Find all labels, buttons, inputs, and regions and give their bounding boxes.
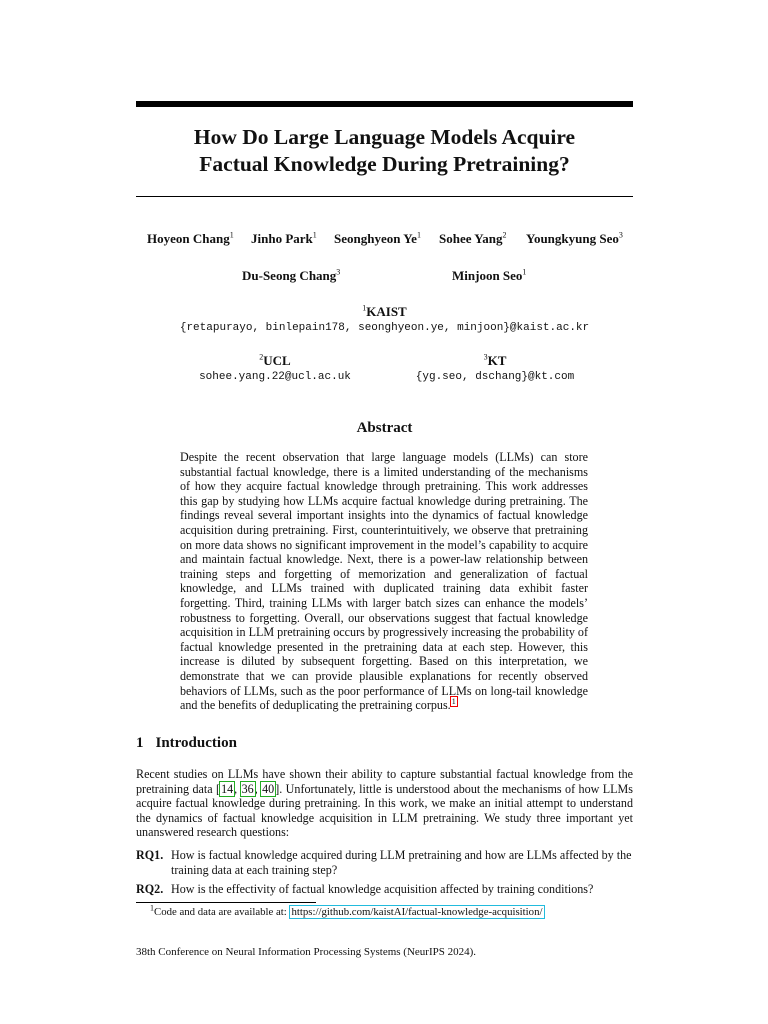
citation-link[interactable]: 40: [262, 781, 275, 796]
footnote-rule: [136, 902, 316, 903]
affiliation-kt: $^3$KT {yg.seo, dschang}@kt.com: [390, 353, 600, 383]
intro-paragraph: Recent studies on LLMs have shown their ability to capture substantial factual knowledge from the pretraining data [14, 36, 40]. Unfortunately, little is understood about the mechanisms of how LLMs acquire factual knowledge during pretraining. In this work, we make an initial attempt to understand the dynamics of factual knowledge acquisition in LLM pretraining. We study three important yet unanswered research questions:: [136, 767, 634, 840]
email-ucl: sohee.yang.22@ucl.ac.uk: [199, 371, 351, 383]
title-rule: [136, 196, 633, 197]
affiliation-ucl: $^2$UCL sohee.yang.22@ucl.ac.uk: [170, 353, 380, 383]
title-line-1: How Do Large Language Models Acquire: [193, 125, 576, 149]
top-rule: [136, 101, 633, 107]
abstract-heading: Abstract: [356, 420, 413, 436]
citation-link[interactable]: 14: [221, 781, 234, 796]
repository-link[interactable]: https://github.com/kaistAI/factual-knowledge-acquisition/: [291, 906, 543, 918]
footnote-link[interactable]: 1: [451, 697, 456, 707]
author: Minjoon Seo$^1$: [452, 267, 527, 283]
paper-title: [136, 124, 633, 178]
abstract-body: [180, 450, 588, 713]
footnote: $^1$Code and data are available at: https://github.com/kaistAI/factual-knowledge-acquisition/: [150, 903, 543, 918]
title-line-2: Factual Knowledge During Pretraining?: [199, 152, 570, 176]
email-kt: {yg.seo, dschang}@kt.com: [415, 371, 575, 383]
email-kaist: {retapurayo, binlepain178, seonghyeon.ye, minjoon}@kaist.ac.kr: [179, 322, 590, 334]
section-heading-introduction: 1 Introduction: [136, 735, 237, 751]
author: Jinho Park$^1$: [251, 230, 317, 246]
author: Du-Seong Chang$^3$: [242, 267, 341, 283]
venue-note: 38th Conference on Neural Information Processing Systems (NeurIPS 2024).: [136, 946, 477, 958]
research-question-1: RQ1. How is factual knowledge acquired during LLM pretraining and how are LLMs affected by the training data at each training step?: [136, 848, 632, 877]
citation-link[interactable]: 36: [241, 781, 254, 796]
author: Seonghyeon Ye$^1$: [334, 230, 421, 246]
author: Sohee Yang$^2$: [439, 230, 507, 246]
author: Hoyeon Chang$^1$: [147, 230, 234, 246]
affiliation-kaist: $^1$KAIST {retapurayo, binlepain178, seonghyeon.ye, minjoon}@kaist.ac.kr: [136, 304, 633, 334]
author: Youngkyung Seo$^3$: [526, 230, 623, 246]
abstract-text: Despite the recent observation that large language models (LLMs) can store substantial factual knowledge, there is a limited understanding of the mechanisms of how they acquire factual knowledge through pretraining. This work addresses this gap by studying how LLMs acquire factual knowledge during pretraining. The findings reveal several important insights into the dynamics of factual knowledge acquisition during pretraining. First, counterintuitively, we observe that pretraining on more data shows no significant improvement in the model’s capability to acquire and maintain factual knowledge. Next, there is a power-law relationship between training steps and forgetting of memorization and generalization of factual knowledge, and LLMs trained with duplicated training data exhibit faster forgetting. Third, training LLMs with larger batch sizes can enhance the models’ robustness to forgetting. Overall, our observations suggest that factual knowledge acquisition in LLM pretraining occurs by progressively increasing the probability of factual knowledge presented in the pretraining data at each step. However, this increase is diluted by subsequent forgetting. Based on this interpretation, we demonstrate that we can provide plausible explanations for recently observed behaviors of LLMs, such as the poor performance of LLMs on long-tail knowledge and the benefits of deduplicating the pretraining corpus.: [180, 450, 588, 713]
research-question-2: RQ2. How is the effectivity of factual knowledge acquisition affected by training conditions?: [136, 882, 594, 896]
